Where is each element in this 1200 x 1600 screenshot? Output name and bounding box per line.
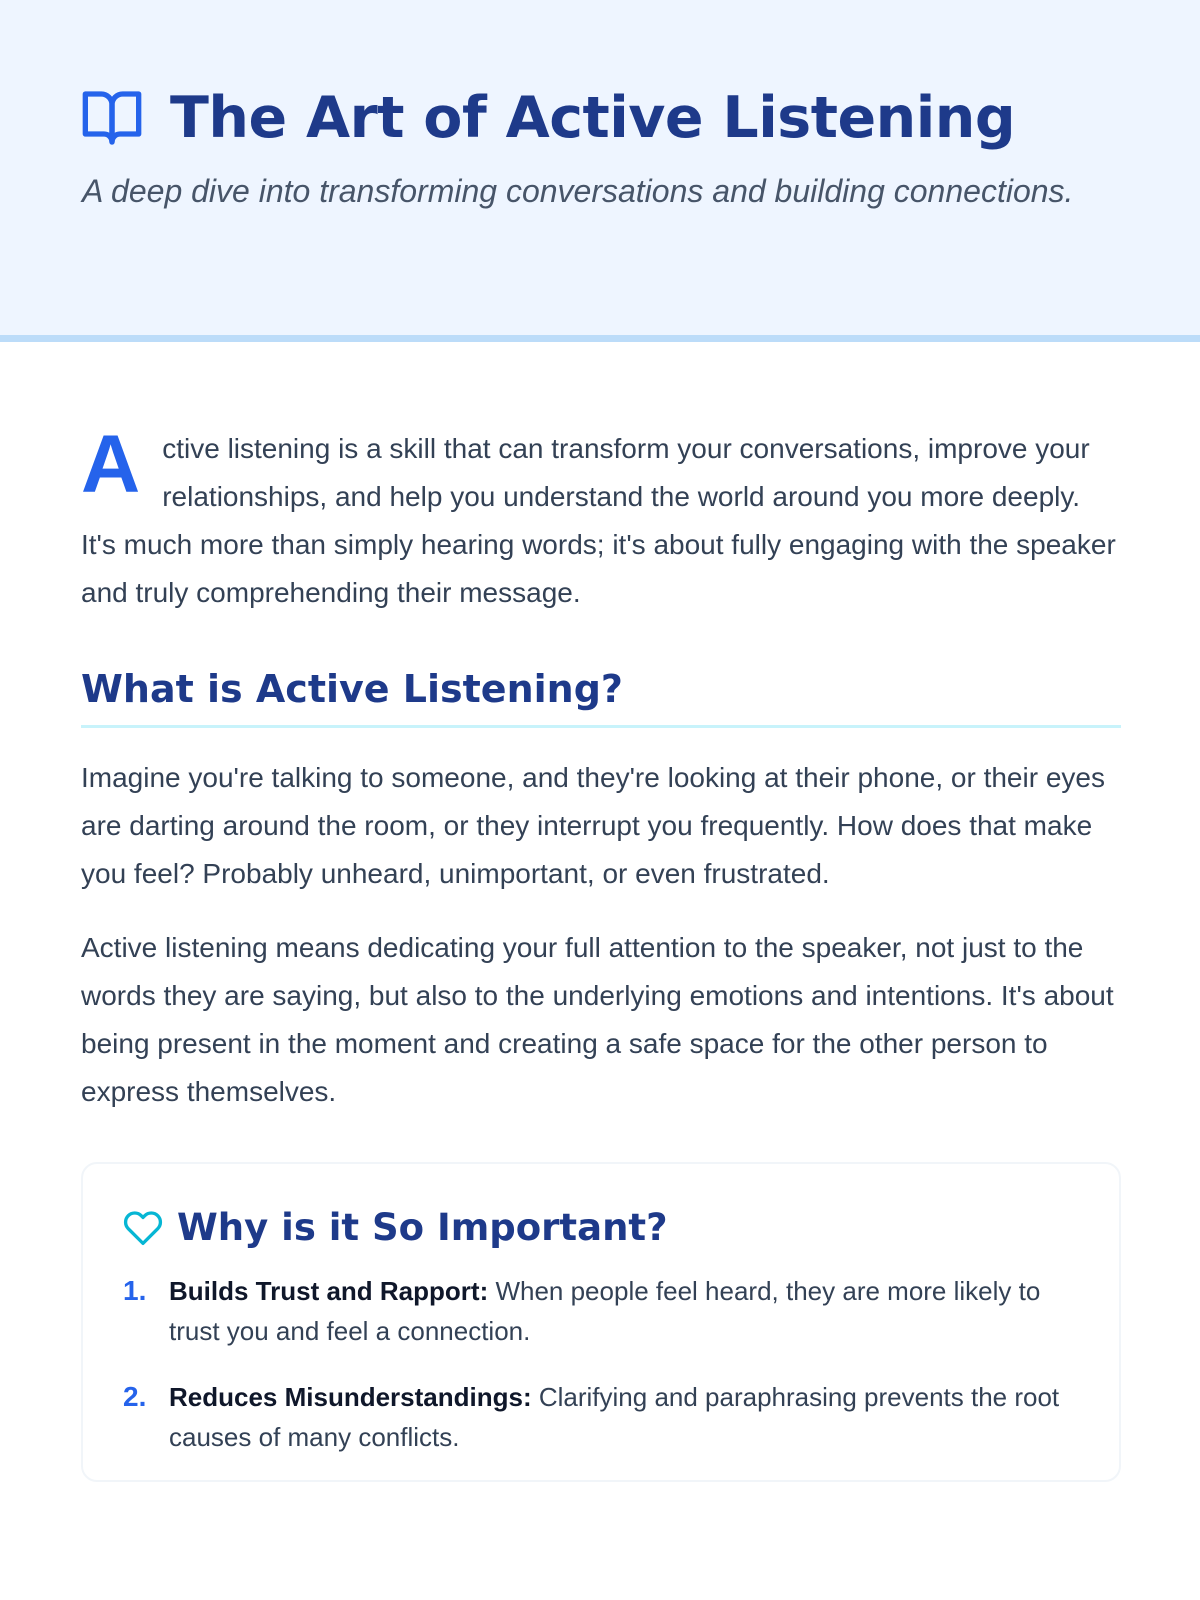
importance-card bbox=[81, 1162, 1121, 1482]
article-header bbox=[0, 0, 1200, 342]
list-item-text bbox=[169, 1377, 1069, 1457]
intro-text: ctive listening is a skill that can transform your conversations, improve your relationships, and help you understand the world around you more deeply. It's much more than simply hearing words; it's about fully engaging with the speaker and truly comprehending their message. bbox=[81, 433, 1116, 608]
list-item-description: Clarifying and paraphrasing prevents the root causes of many conflicts. bbox=[169, 1382, 1060, 1452]
heart-icon bbox=[123, 1208, 163, 1248]
open-book-icon bbox=[80, 86, 144, 150]
list-item-text bbox=[169, 1271, 1069, 1351]
list-item-label: Builds Trust and Rapport: bbox=[169, 1276, 489, 1306]
drop-cap: A bbox=[81, 419, 141, 510]
list-item-description: When people feel heard, they are more likely to trust you and feel a connection. bbox=[169, 1276, 1041, 1346]
section-heading: What is Active Listening? bbox=[81, 667, 1121, 728]
list-item-label: Reduces Misunderstandings: bbox=[169, 1382, 532, 1412]
importance-list bbox=[123, 1271, 1079, 1457]
page-subtitle: A deep dive into transforming conversations and building connections. bbox=[82, 173, 1074, 209]
list-item bbox=[123, 1377, 1079, 1457]
list-item bbox=[123, 1271, 1079, 1351]
intro-paragraph bbox=[81, 419, 1121, 617]
page-title: The Art of Active Listening bbox=[170, 85, 1016, 151]
section-paragraph-2: Active listening means dedicating your full attention to the speaker, not just to the words they are saying, but also to the underlying emotions and intentions. It's about being present in the moment and creating a safe space for the other person to express themselves. bbox=[81, 932, 1114, 1107]
title-row bbox=[80, 82, 1015, 154]
card-heading bbox=[123, 1206, 1079, 1249]
list-item-number: 2. bbox=[123, 1381, 147, 1412]
card-title: Why is it So Important? bbox=[177, 1206, 668, 1249]
list-item-number: 1. bbox=[123, 1275, 147, 1306]
article-body bbox=[81, 419, 1121, 1482]
section-paragraph-1: Imagine you're talking to someone, and they're looking at their phone, or their eyes are darting around the room, or they interrupt you frequently. How does that make you feel? Probably unheard, unimportant, or even frustrated. bbox=[81, 762, 1105, 889]
